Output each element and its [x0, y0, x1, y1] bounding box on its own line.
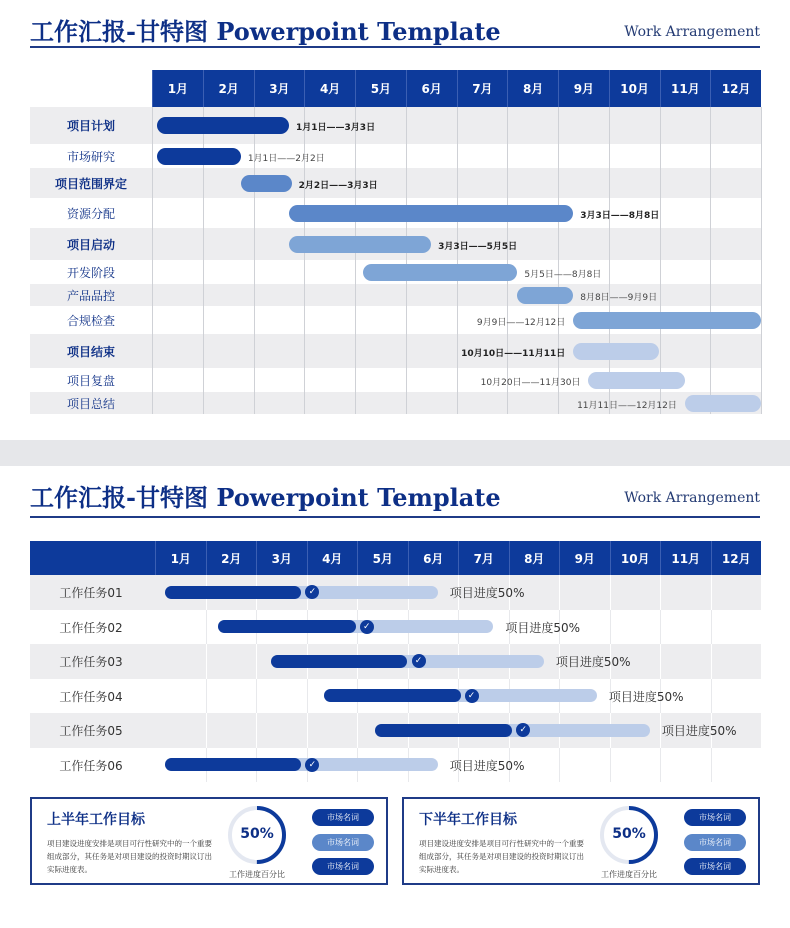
tag-pill: 市场名词 — [684, 858, 746, 875]
progress-percent: 50% — [240, 826, 274, 842]
month-label: 12月 — [711, 541, 762, 575]
progress-text: 项目进度50% — [449, 758, 525, 773]
grid-line — [761, 107, 762, 414]
task-name: 市场研究 — [66, 149, 115, 164]
grid-line — [711, 575, 712, 610]
month-label: 6月 — [408, 541, 459, 575]
tag-pill: 市场名词 — [684, 809, 746, 826]
task-name: 项目复盘 — [66, 373, 115, 388]
grid-line — [660, 644, 661, 679]
task-dates: 1月1日——2月2日 — [247, 153, 325, 164]
task-name: 工作任务02 — [59, 620, 123, 635]
task-bar — [573, 343, 659, 360]
progress-caption: 工作进度百分比 — [601, 870, 657, 879]
progress-text: 项目进度50% — [555, 655, 631, 670]
grid-line — [660, 748, 661, 783]
title-divider — [30, 46, 760, 48]
page-title: 工作汇报-甘特图 Powerpoint Template — [30, 17, 501, 46]
gantt-row — [30, 168, 761, 198]
grid-line — [610, 610, 611, 645]
grid-line — [711, 748, 712, 783]
month-label: 5月 — [357, 541, 408, 575]
month-header — [152, 70, 761, 107]
month-label: 11月 — [660, 70, 711, 107]
card-description: 项目建设进度安排是项目可行性研究中的一个重要组成部分，其任务是对项目建设的投资时期议订出实际进度表。 — [419, 839, 584, 874]
grid-line — [206, 644, 207, 679]
grid-line — [710, 107, 711, 414]
task-bar — [157, 117, 289, 134]
month-label: 11月 — [660, 541, 711, 575]
task-bar — [157, 148, 241, 165]
month-label: 1月 — [152, 70, 203, 107]
check-icon: ✓ — [305, 758, 319, 772]
grid-line — [457, 107, 458, 414]
task-dates: 2月2日——3月3日 — [298, 180, 378, 191]
grid-line — [406, 107, 407, 414]
task-name: 工作任务06 — [59, 758, 123, 773]
month-label: 3月 — [254, 70, 305, 107]
task-bar — [573, 312, 761, 329]
grid-line — [152, 107, 153, 414]
grid-line — [307, 713, 308, 748]
month-label: 10月 — [610, 541, 661, 575]
gantt-row — [30, 748, 761, 783]
tag-pill: 市场名词 — [312, 834, 374, 851]
grid-line — [711, 679, 712, 714]
page-subtitle: Work Arrangement — [624, 490, 760, 506]
task-name: 开发阶段 — [66, 265, 115, 280]
gantt-row — [30, 610, 761, 645]
task-bar-progress — [271, 655, 407, 668]
grid-line — [660, 575, 661, 610]
task-bar-progress — [165, 586, 301, 599]
grid-line — [559, 748, 560, 783]
card-first-half-goal — [30, 797, 388, 885]
task-name: 工作任务01 — [59, 586, 123, 601]
task-name: 工作任务04 — [59, 689, 123, 704]
month-label: 5月 — [355, 70, 406, 107]
grid-line — [256, 713, 257, 748]
grid-line — [307, 679, 308, 714]
grid-line — [660, 610, 661, 645]
progress-text: 项目进度50% — [608, 689, 684, 704]
task-name: 工作任务03 — [59, 655, 123, 670]
month-label: 1月 — [155, 541, 206, 575]
month-label: 10月 — [609, 70, 660, 107]
task-bar — [517, 287, 573, 304]
page-title: 工作汇报-甘特图 Powerpoint Template — [30, 483, 501, 512]
grid-line — [660, 107, 661, 414]
task-name: 项目范围界定 — [54, 176, 127, 191]
month-label: 8月 — [507, 70, 558, 107]
task-dates: 11月11日——12月12日 — [577, 400, 677, 411]
gantt-row — [30, 144, 761, 168]
grid-line — [507, 107, 508, 414]
slide-gantt-1 — [0, 0, 790, 440]
card-second-half-goal — [402, 797, 760, 885]
month-label: 8月 — [509, 541, 560, 575]
task-bar — [588, 372, 684, 389]
month-header — [30, 541, 761, 575]
task-bar — [241, 175, 292, 192]
task-bar-progress — [165, 758, 301, 771]
progress-caption: 工作进度百分比 — [229, 870, 285, 879]
month-label: 12月 — [710, 70, 761, 107]
month-label: 4月 — [304, 70, 355, 107]
check-icon: ✓ — [516, 723, 530, 737]
task-bar — [289, 205, 573, 222]
card-title: 上半年工作目标 — [47, 812, 145, 828]
task-dates: 5月5日——8月8日 — [524, 269, 602, 280]
grid-line — [609, 107, 610, 414]
task-dates: 1月1日——3月3日 — [296, 123, 376, 133]
task-bar-progress — [324, 689, 460, 702]
task-dates: 10月20日——11月30日 — [480, 377, 581, 388]
tag-pill: 市场名词 — [684, 834, 746, 851]
grid-line — [256, 679, 257, 714]
progress-text: 项目进度50% — [661, 724, 737, 739]
check-icon: ✓ — [360, 620, 374, 634]
grid-line — [711, 644, 712, 679]
task-bar-progress — [218, 620, 356, 633]
task-name: 项目计划 — [66, 119, 115, 133]
task-dates: 8月8日——9月9日 — [580, 292, 658, 303]
month-label: 6月 — [406, 70, 457, 107]
progress-text: 项目进度50% — [449, 586, 525, 601]
gantt-row — [30, 644, 761, 679]
grid-line — [357, 713, 358, 748]
card-title: 下半年工作目标 — [419, 812, 517, 828]
progress-percent: 50% — [612, 826, 646, 842]
grid-line — [206, 610, 207, 645]
task-name: 产品品控 — [66, 288, 115, 303]
grid-line — [610, 575, 611, 610]
task-name: 项目结束 — [66, 344, 115, 359]
title-divider — [30, 516, 760, 518]
month-label: 2月 — [203, 70, 254, 107]
task-name: 项目总结 — [66, 396, 115, 411]
tag-pill: 市场名词 — [312, 858, 374, 875]
task-bar — [289, 236, 431, 253]
month-label: 9月 — [559, 541, 610, 575]
task-name: 资源分配 — [66, 206, 115, 221]
task-bar — [363, 264, 518, 281]
month-label: 4月 — [307, 541, 358, 575]
gantt-row — [30, 575, 761, 610]
grid-line — [559, 575, 560, 610]
task-dates: 3月3日——5月5日 — [438, 241, 518, 252]
grid-line — [558, 107, 559, 414]
check-icon: ✓ — [465, 689, 479, 703]
task-dates: 10月10日——11月11日 — [461, 348, 566, 359]
gantt-chart-2 — [30, 541, 761, 781]
slide-gantt-2 — [0, 466, 790, 928]
card-description: 项目建设进度安排是项目可行性研究中的一个重要组成部分，其任务是对项目建设的投资时期议订出实际进度表。 — [47, 839, 212, 874]
grid-line — [711, 610, 712, 645]
month-label: 9月 — [558, 70, 609, 107]
month-label: 7月 — [457, 70, 508, 107]
check-icon: ✓ — [305, 585, 319, 599]
task-bar-progress — [375, 724, 513, 737]
task-name: 工作任务05 — [59, 724, 123, 739]
gantt-row — [30, 679, 761, 714]
task-bar — [685, 395, 761, 412]
task-name: 项目启动 — [66, 237, 115, 252]
gantt-chart-1 — [30, 70, 761, 420]
grid-line — [206, 679, 207, 714]
gantt-row — [30, 107, 761, 144]
task-name: 合规检查 — [66, 313, 115, 328]
month-label: 2月 — [206, 541, 257, 575]
grid-line — [355, 107, 356, 414]
check-icon: ✓ — [412, 654, 426, 668]
grid-line — [610, 748, 611, 783]
progress-text: 项目进度50% — [505, 620, 581, 635]
task-dates: 3月3日——8月8日 — [580, 210, 660, 221]
tag-pill: 市场名词 — [312, 809, 374, 826]
grid-line — [206, 713, 207, 748]
grid-line — [660, 713, 661, 748]
grid-line — [256, 644, 257, 679]
task-dates: 9月9日——12月12日 — [476, 317, 566, 328]
month-label: 7月 — [458, 541, 509, 575]
month-label: 3月 — [256, 541, 307, 575]
gantt-row — [30, 713, 761, 748]
page-subtitle: Work Arrangement — [624, 24, 760, 40]
